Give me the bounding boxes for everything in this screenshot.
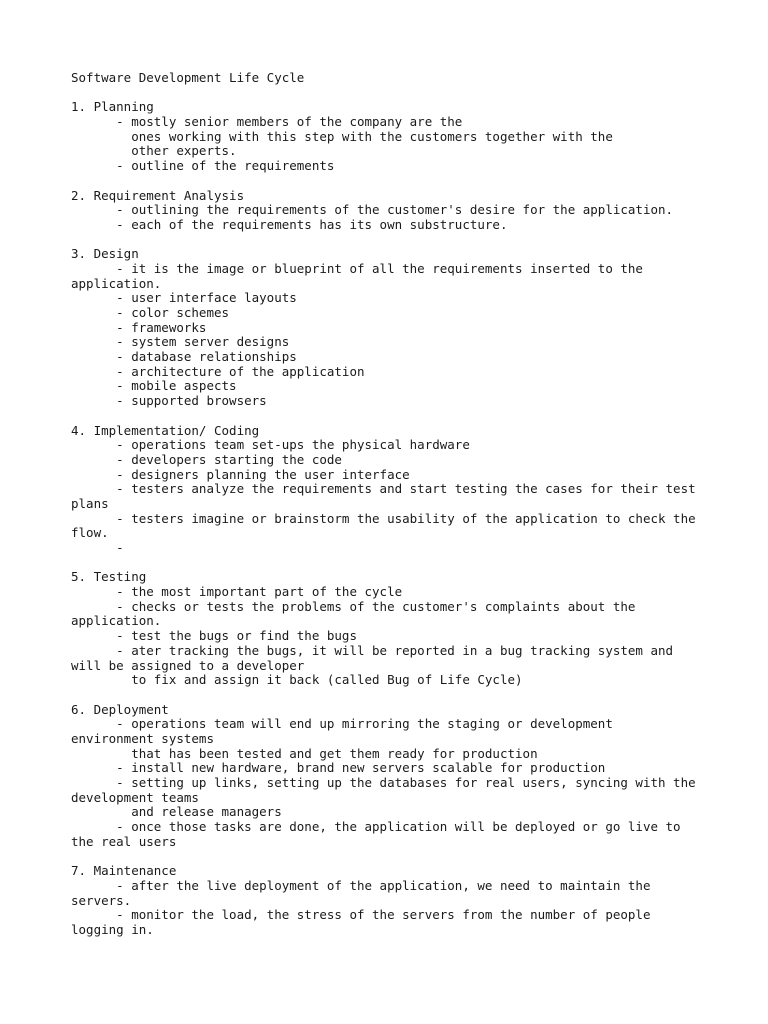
document-line: to fix and assign it back (called Bug of Life Cycle) <box>71 672 523 688</box>
document-line: 5. Testing <box>71 569 147 585</box>
document-line: application. <box>71 613 162 629</box>
document-line: - operations team set-ups the physical hardware <box>71 437 470 453</box>
document-line: servers. <box>71 892 132 908</box>
document-line: - install new hardware, brand new servers scalable for production <box>71 760 606 776</box>
document-line: plans <box>71 495 109 511</box>
document-line: - the most important part of the cycle <box>71 584 403 600</box>
document-line: logging in. <box>71 921 154 937</box>
document-line: - user interface layouts <box>71 290 297 306</box>
blank-line <box>71 174 731 189</box>
document-line: - developers starting the code <box>71 451 342 467</box>
blank-line <box>71 849 731 864</box>
document-line: 1. Planning <box>71 99 154 115</box>
document-line: the real users <box>71 833 177 849</box>
blank-line <box>71 86 731 101</box>
document-line: - testers imagine or brainstorm the usability of the application to check the <box>71 510 696 526</box>
document-line: - each of the requirements has its own substructure. <box>71 216 508 232</box>
blank-line <box>71 556 731 571</box>
document-line: - after the live deployment of the application, we need to maintain the <box>71 877 651 893</box>
document-line: and release managers <box>71 804 282 820</box>
blank-line <box>71 409 731 424</box>
document-line: that has been tested and get them ready for production <box>71 745 538 761</box>
document-line: - setting up links, setting up the databases for real users, syncing with the <box>71 775 696 790</box>
document-line: 6. Deployment <box>71 701 169 717</box>
document-line: - it is the image or blueprint of all the requirements inserted to the <box>71 260 643 276</box>
document-line: - monitor the load, the stress of the servers from the number of people <box>71 907 651 923</box>
document-line: - operations team will end up mirroring the staging or development <box>71 716 613 732</box>
document-line: - architecture of the application <box>71 363 365 379</box>
document-line: 4. Implementation/ Coding <box>71 422 260 438</box>
blank-line <box>71 233 731 248</box>
document-line: - color schemes <box>71 305 230 320</box>
document-line: - mobile aspects <box>71 378 237 394</box>
document-line: flow. <box>71 525 109 541</box>
document-line: will be assigned to a developer <box>71 657 305 673</box>
document-line: 3. Design <box>71 246 139 262</box>
document-line: ones working with this step with the customers together with the <box>71 128 613 144</box>
document-line: - outline of the requirements <box>71 158 335 174</box>
document-line: other experts. <box>71 143 237 159</box>
document-line: 7. Maintenance <box>71 863 177 879</box>
document-line: - checks or tests the problems of the customer's complaints about the <box>71 598 636 614</box>
document-line: development teams <box>71 789 199 805</box>
document-line: Software Development Life Cycle <box>71 70 305 85</box>
document-line: - test the bugs or find the bugs <box>71 628 357 644</box>
document-line: - ater tracking the bugs, it will be reported in a bug tracking system and <box>71 642 674 658</box>
blank-line <box>71 688 731 703</box>
document-body <box>71 71 731 938</box>
document-line: - testers analyze the requirements and start testing the cases for their test <box>71 481 696 497</box>
document-line: - outlining the requirements of the customer's desire for the application. <box>71 202 674 218</box>
document-line: - mostly senior members of the company are the <box>71 114 463 130</box>
document-line: environment systems <box>71 730 214 746</box>
document-line: - <box>71 540 124 555</box>
document-line: - supported browsers <box>71 393 267 409</box>
document-line: - frameworks <box>71 319 207 335</box>
document-line: - once those tasks are done, the application will be deployed or go live to <box>71 819 681 835</box>
document-line: - database relationships <box>71 349 297 365</box>
document-line: application. <box>71 275 162 291</box>
document-line: 2. Requirement Analysis <box>71 187 245 203</box>
document-line: - system server designs <box>71 334 290 350</box>
document-line: - designers planning the user interface <box>71 466 410 482</box>
